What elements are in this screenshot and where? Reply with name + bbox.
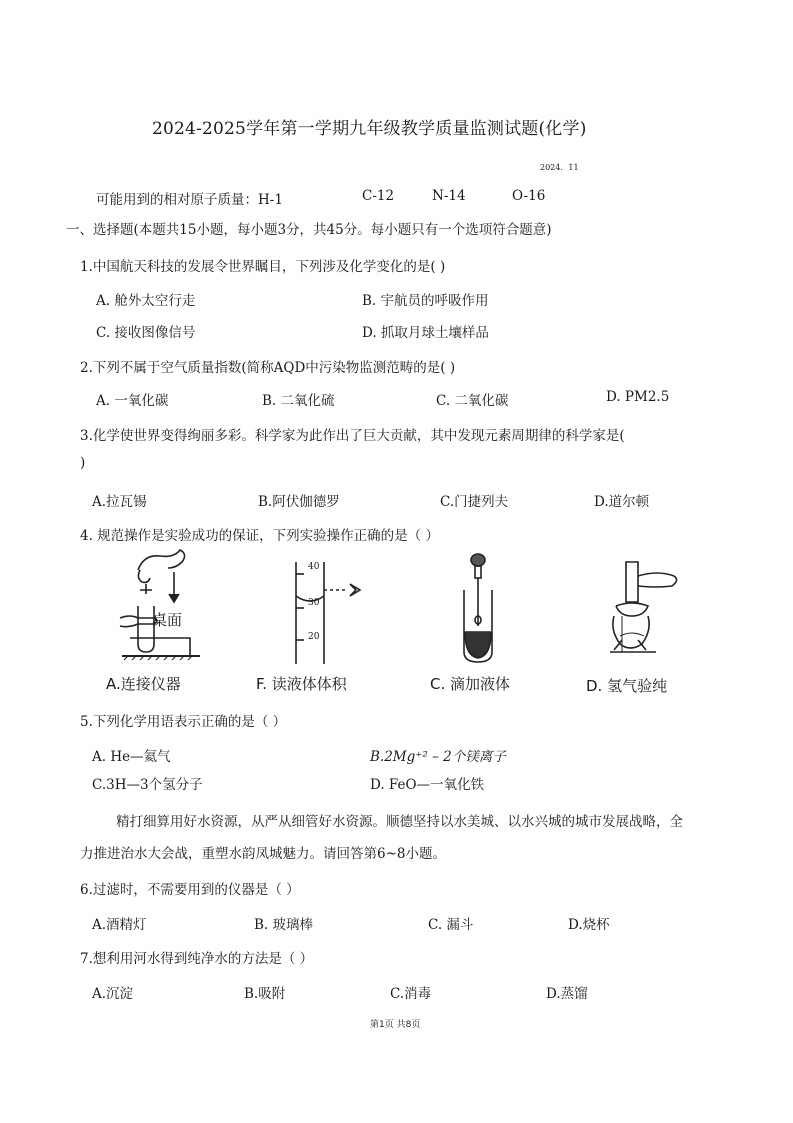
cylinder-tick-40: 40	[308, 562, 320, 572]
question-1-stem: 1.中国航天科技的发展令世界瞩目，下列涉及化学变化的是( )	[80, 259, 446, 275]
figure-b-caption: F. 读液体体积	[256, 675, 347, 693]
question-7-option-c: C.消毒	[390, 986, 432, 1002]
question-3-option-d: D.道尔顿	[594, 494, 650, 510]
question-7-stem: 7.想利用河水得到纯净水的方法是（ ）	[80, 951, 314, 967]
question-2-option-b: B. 二氧化硫	[262, 393, 335, 409]
exam-date: 2024．11	[540, 163, 579, 172]
question-3-option-a: A.拉瓦锡	[92, 494, 147, 510]
question-1-option-d: D. 抓取月球土壤样品	[362, 325, 489, 341]
question-4-stem: 4. 规范操作是实验成功的保证，下列实验操作正确的是（ ）	[80, 528, 439, 544]
figure-a-table-label: 桌面	[152, 611, 183, 629]
question-7-option-b: B.吸附	[244, 986, 286, 1002]
figure-d-caption: D. 氢气验纯	[586, 677, 668, 695]
question-6-option-a: A.酒精灯	[92, 917, 147, 933]
question-5-option-d: D. FeO—一氧化铁	[370, 777, 485, 793]
atomic-mass-label: 可能用到的相对原子质量：H-1	[96, 192, 283, 208]
question-2-option-a: A. 一氧化碳	[96, 393, 169, 409]
question-7-option-d: D.蒸馏	[546, 986, 588, 1002]
atomic-mass-o: O-16	[512, 188, 546, 204]
question-6-stem: 6.过滤时，不需要用到的仪器是（ ）	[80, 882, 300, 898]
question-2-option-c: C. 二氧化碳	[436, 393, 509, 409]
question-7-option-a: A.沉淀	[92, 986, 134, 1002]
question-5-option-a: A. He—氦气	[92, 749, 171, 765]
question-1-option-c: C. 接收图像信号	[96, 325, 196, 341]
question-3-option-b: B.阿伏伽德罗	[258, 494, 340, 510]
question-2-stem: 2.下列不属于空气质量指数(简称AQD中污染物监测范畴的是( )	[80, 360, 456, 376]
question-1-option-a: A. 舱外太空行走	[96, 293, 196, 309]
cylinder-tick-30: 30	[308, 598, 320, 608]
question-5-option-b: B.2Mg⁺² – 2个镁离子	[370, 749, 506, 765]
page-title: 2024-2025学年第一学期九年级教学质量监测试题(化学)	[152, 119, 587, 139]
figure-d-hydrogen-test	[596, 556, 688, 666]
figure-c-dropper-test-tube	[454, 550, 504, 666]
question-2-option-d: D. PM2.5	[606, 389, 670, 405]
atomic-mass-n: N-14	[432, 188, 466, 204]
figure-b-graduated-cylinder	[282, 556, 372, 666]
figure-c-caption: C. 滴加液体	[430, 675, 511, 693]
figure-a-caption: A.连接仪器	[106, 675, 181, 693]
atomic-mass-c: C-12	[362, 188, 395, 204]
cylinder-tick-20: 20	[308, 632, 320, 642]
question-3-option-c: C.门捷列夫	[440, 494, 509, 510]
question-5-stem: 5.下列化学用语表示正确的是（ ）	[80, 714, 287, 730]
question-5-option-c: C.3H—3个氢分子	[92, 777, 203, 793]
question-3-stem-close: )	[80, 455, 86, 471]
passage-line-2: 力推进治水大会战，重塑水韵凤城魅力。请回答第6~8小题。	[80, 846, 446, 862]
passage-line-1: 精打细算用好水资源，从严从细管好水资源。顺德坚持以水美城、以水兴城的城市发展战略，全	[116, 814, 683, 830]
page-footer: 第1页 共8页	[370, 1020, 421, 1030]
section-heading: 一、选择题(本题共15小题，每小题3分，共45分。每小题只有一个选项符合题意)	[66, 222, 552, 238]
question-6-option-d: D.烧杯	[568, 917, 610, 933]
question-6-option-b: B. 玻璃棒	[254, 917, 314, 933]
question-3-stem: 3.化学使世界变得绚丽多彩。科学家为此作出了巨大贡献，其中发现元素周期律的科学家是(	[80, 428, 625, 444]
question-1-option-b: B. 宇航员的呼吸作用	[362, 293, 489, 309]
question-6-option-c: C. 漏斗	[428, 917, 474, 933]
